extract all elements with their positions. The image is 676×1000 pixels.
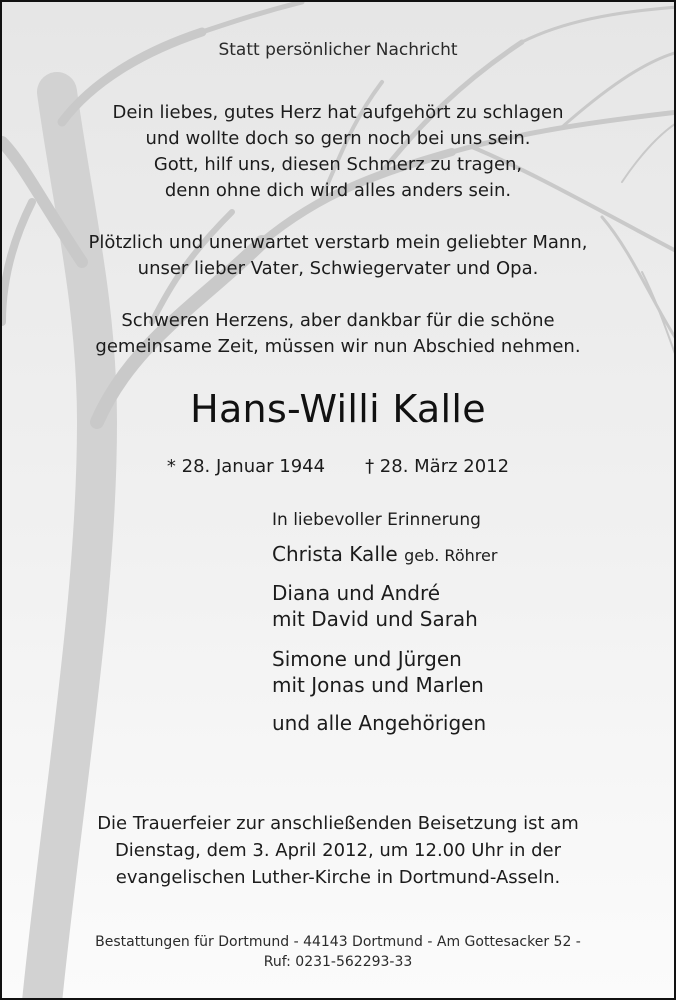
intro-line: Statt persönlicher Nachricht bbox=[218, 40, 458, 60]
family-line: Diana und André bbox=[272, 581, 441, 605]
announcement-line: Plötzlich und unerwartet verstarb mein geliebter Mann, bbox=[88, 232, 588, 253]
poem-verse bbox=[2, 100, 674, 204]
spouse-maiden-name: geb. Röhrer bbox=[404, 546, 498, 565]
birth-date: * 28. Januar 1944 bbox=[166, 456, 326, 477]
memory-intro: In liebevoller Erinnerung bbox=[272, 510, 481, 530]
footer-line: Bestattungen für Dortmund - 44143 Dortmund - Am Gottesacker 52 - bbox=[95, 934, 581, 950]
verse-line: denn ohne dich wird alles anders sein. bbox=[164, 180, 512, 201]
verse-line: Dein liebes, gutes Herz hat aufgehört zu schlagen bbox=[112, 102, 564, 123]
family-line: Simone und Jürgen bbox=[272, 647, 462, 671]
verse-line: Gott, hilf uns, diesen Schmerz zu tragen, bbox=[153, 154, 523, 175]
mourner-family-2 bbox=[272, 646, 484, 698]
death-announcement bbox=[2, 230, 674, 282]
mourner-spouse bbox=[272, 540, 497, 570]
farewell-line: gemeinsame Zeit, müssen wir nun Abschied nehmen. bbox=[95, 336, 581, 357]
footer-line: Ruf: 0231-562293-33 bbox=[263, 954, 413, 970]
announcement-line: unser lieber Vater, Schwiegervater und Opa. bbox=[137, 258, 539, 279]
family-line: mit David und Sarah bbox=[272, 607, 478, 631]
deceased-name: Hans-Willi Kalle bbox=[190, 387, 486, 431]
verse-line: und wollte doch so gern noch bei uns sein. bbox=[145, 128, 531, 149]
obituary-content bbox=[2, 2, 674, 998]
life-dates bbox=[2, 454, 674, 480]
funeral-home-footer bbox=[2, 932, 674, 972]
farewell-text bbox=[2, 308, 674, 360]
death-date: † 28. März 2012 bbox=[365, 456, 510, 477]
mourner-closing: und alle Angehörigen bbox=[272, 711, 487, 735]
spouse-name: Christa Kalle bbox=[272, 542, 398, 566]
mourner-family-1 bbox=[272, 580, 478, 632]
service-line: Dienstag, dem 3. April 2012, um 12.00 Uhr in der bbox=[114, 840, 562, 861]
service-line: evangelischen Luther-Kirche in Dortmund-Asseln. bbox=[115, 867, 561, 888]
service-line: Die Trauerfeier zur anschließenden Beisetzung ist am bbox=[97, 813, 579, 834]
farewell-line: Schweren Herzens, aber dankbar für die schöne bbox=[121, 310, 555, 331]
family-line: mit Jonas und Marlen bbox=[272, 673, 484, 697]
funeral-service-info bbox=[2, 810, 674, 891]
